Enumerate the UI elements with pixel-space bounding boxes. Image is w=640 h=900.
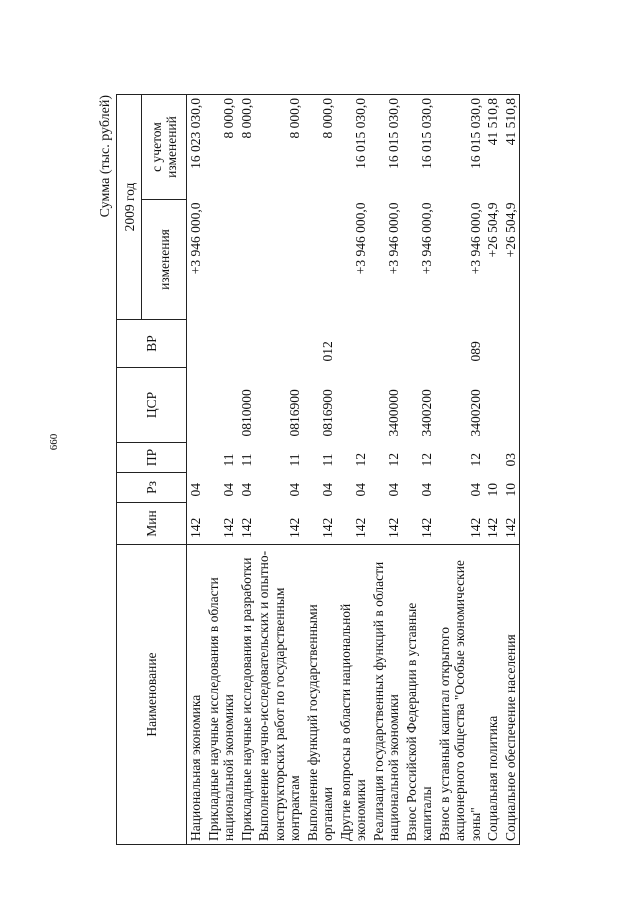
cell-min: 142 xyxy=(419,517,434,538)
cell-total: 8 000,0 xyxy=(255,95,304,200)
table-row xyxy=(304,95,337,845)
cell-min: 142 xyxy=(485,517,500,538)
rotated-page-content xyxy=(98,95,526,845)
cell-change: +26 504,9 xyxy=(502,200,520,320)
cell-rz: 04 xyxy=(419,483,434,497)
cell-total: 16 023 030,0 xyxy=(187,95,205,200)
header-vr: ВР xyxy=(117,320,187,368)
cell-change xyxy=(304,200,337,320)
cell-pr: 12 xyxy=(353,453,368,467)
cell-csr xyxy=(187,368,205,443)
cell-rz: 04 xyxy=(238,483,254,497)
cell-name: Прикладные научные исследования и разработки xyxy=(238,545,256,845)
cell-total: 16 015 030,0 xyxy=(370,95,403,200)
cell-min: 142 xyxy=(221,517,236,538)
cell-name: Национальная экономика xyxy=(187,545,205,845)
cell-name: Другие вопросы в области национальной экономики xyxy=(337,545,370,845)
header-year: 2009 год xyxy=(117,95,142,320)
cell-change xyxy=(238,200,256,320)
cell-change: +3 946 000,0 xyxy=(419,202,434,275)
cell-rz: 04 xyxy=(467,483,483,497)
header-name: Наименование xyxy=(117,545,187,845)
units-caption: Сумма (тыс. рублей) xyxy=(98,95,113,218)
header-pr: ПР xyxy=(117,443,187,473)
cell-rz: 04 xyxy=(320,483,335,497)
cell-total: 16 015 030,0 xyxy=(337,95,370,200)
cell-pr: 11 xyxy=(287,453,302,467)
header-rz: Рз xyxy=(117,473,187,503)
cell-pr: 11 xyxy=(221,453,236,467)
cell-pr: 12 xyxy=(467,453,483,467)
cell-change: +3 946 000,0 xyxy=(353,202,368,275)
header-csr: ЦСР xyxy=(117,368,187,443)
cell-vr xyxy=(484,320,502,368)
cell-min: 142 xyxy=(386,517,401,538)
cell-total: 41 510,8 xyxy=(502,95,520,200)
table-row xyxy=(403,95,436,845)
cell-csr xyxy=(337,368,370,443)
cell-csr: 0816900 xyxy=(320,389,335,437)
cell-vr xyxy=(337,320,370,368)
cell-change xyxy=(255,200,304,320)
cell-change: +3 946 000,0 xyxy=(188,202,203,275)
cell-total: 8 000,0 xyxy=(304,95,337,200)
table-row xyxy=(205,95,238,845)
cell-min: 142 xyxy=(238,517,254,538)
cell-change: +3 946 000,0 xyxy=(467,202,483,275)
cell-pr: 03 xyxy=(502,443,520,473)
cell-csr xyxy=(205,368,238,443)
table-row xyxy=(484,95,502,845)
cell-total: 8 000,0 xyxy=(238,95,256,200)
cell-total: 8 000,0 xyxy=(205,95,238,200)
cell-name: Взнос Российской Федерации в уставные капиталы xyxy=(403,545,436,845)
cell-vr: 012 xyxy=(320,341,335,362)
table-row xyxy=(436,95,485,845)
cell-rz: 04 xyxy=(287,483,302,497)
cell-min: 142 xyxy=(320,517,335,538)
cell-min: 142 xyxy=(502,503,520,545)
table-row xyxy=(187,95,205,845)
cell-csr xyxy=(502,368,520,443)
budget-table xyxy=(116,94,520,845)
cell-vr xyxy=(187,320,205,368)
cell-change: +26 504,9 xyxy=(485,202,500,258)
cell-rz: 04 xyxy=(353,483,368,497)
cell-min: 142 xyxy=(353,517,368,538)
cell-total: 41 510,8 xyxy=(484,95,502,200)
cell-name: Взнос в уставный капитал открытого акционерного общества "Особые экономические зоны" xyxy=(436,545,485,845)
cell-vr xyxy=(238,320,256,368)
cell-change xyxy=(205,200,238,320)
cell-name: Прикладные научные исследования в области национальной экономики xyxy=(205,545,238,845)
cell-rz: 04 xyxy=(221,483,236,497)
cell-min: 142 xyxy=(287,517,302,538)
table-row xyxy=(238,95,256,845)
header-min: Мин xyxy=(117,503,187,545)
cell-vr xyxy=(370,320,403,368)
cell-pr: 12 xyxy=(419,453,434,467)
page-number: 660 xyxy=(48,433,60,451)
cell-pr xyxy=(484,443,502,473)
cell-csr: 0816900 xyxy=(287,389,302,437)
cell-csr xyxy=(484,368,502,443)
cell-pr: 11 xyxy=(238,453,254,467)
cell-csr: 0810000 xyxy=(238,389,254,437)
cell-name: Выполнение научно-исследовательских и опытно-конструкторских работ по государственным контрактам xyxy=(255,545,304,845)
header-with-changes: с учетом изменений xyxy=(142,95,187,200)
cell-csr: 3400200 xyxy=(419,389,434,437)
cell-csr: 3400000 xyxy=(386,389,401,437)
table-row xyxy=(337,95,370,845)
cell-rz: 10 xyxy=(502,473,520,503)
cell-vr xyxy=(403,320,436,368)
cell-vr xyxy=(502,320,520,368)
cell-total: 16 015 030,0 xyxy=(436,95,485,200)
cell-rz: 10 xyxy=(485,483,500,497)
table-row xyxy=(255,95,304,845)
cell-csr: 3400200 xyxy=(467,389,483,437)
cell-change: +3 946 000,0 xyxy=(386,202,401,275)
cell-name: Социальное обеспечение населения xyxy=(502,545,520,845)
cell-name: Реализация государственных функций в области национальной экономики xyxy=(370,545,403,845)
cell-min: 142 xyxy=(188,517,203,538)
cell-name: Выполнение функций государственными органами xyxy=(304,545,337,845)
table-body xyxy=(187,95,520,845)
table-row xyxy=(370,95,403,845)
cell-rz: 04 xyxy=(188,483,203,497)
header-changes: изменения xyxy=(142,200,187,320)
cell-vr xyxy=(255,320,304,368)
cell-total: 16 015 030,0 xyxy=(403,95,436,200)
table-row xyxy=(502,95,520,845)
cell-pr: 12 xyxy=(386,453,401,467)
cell-min: 142 xyxy=(467,517,483,538)
cell-rz: 04 xyxy=(386,483,401,497)
cell-vr: 089 xyxy=(467,341,483,362)
cell-pr: 11 xyxy=(320,453,335,467)
cell-name: Социальная политика xyxy=(484,545,502,845)
cell-vr xyxy=(205,320,238,368)
cell-pr xyxy=(187,443,205,473)
